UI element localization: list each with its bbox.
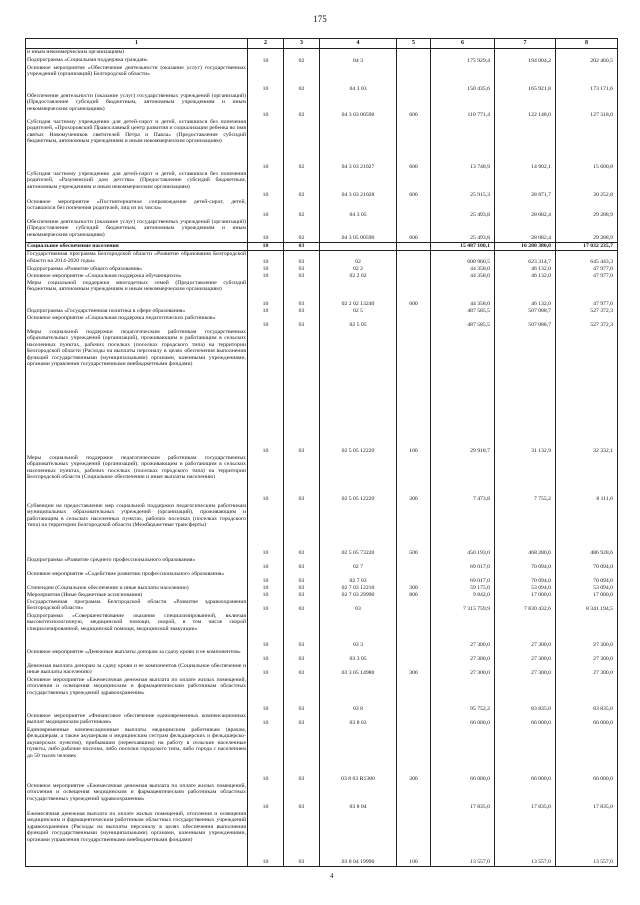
row-name-cell: Социальное обеспечение населения [26,243,248,251]
row-value-cell: 03 [284,613,320,649]
row-name-cell: Денежная выплата донорам за сдачу крови и ее компонентов (Социальное обеспечение и иные выплаты населению) [27,662,246,676]
row-value-cell: 28 082,4 [495,199,556,219]
table-row [26,613,618,649]
row-value-cell: 28 871,7 [495,171,556,199]
row-value-cell: 03 [284,557,320,571]
row-value-cell: 10 [248,585,284,592]
table-row [26,811,618,867]
row-value-cell: 600 960,5 [431,251,495,266]
row-value-cell: 03 [284,713,320,727]
row-value-cell: 29 288,9 [556,199,618,219]
row-value-cell: 25 915,3 [431,171,495,199]
row-value-cell: 03 3 05 14980 [320,663,397,677]
table-row [26,251,618,266]
row-name-cell: Подпрограмма «Развитие среднего профессионального образования» [26,557,248,571]
row-value-cell: 10 [248,280,284,308]
row-value-cell: 17 835,0 [556,783,618,811]
row-value-cell: 10 [248,65,284,93]
row-value-cell: 29 288,9 [556,219,618,243]
row-value-cell [397,315,431,329]
row-value-cell [397,613,431,649]
row-name-cell: Подпрограмма «Развитие общего образования» [26,266,248,273]
row-value-cell [397,713,431,727]
row-value-cell [397,57,431,65]
row-value-cell [397,783,431,811]
row-value-cell [397,677,431,713]
row-value-cell: 8 111,6 [556,455,618,503]
row-name-cell: Меры социальной поддержки педагогическим работникам государственных образовательных учреждений (организаций), проживающим и работающим в сельских населенных пунктах, рабочих поселках (поселках городского типа) на территории Белгородской области (Расходы на выплаты персоналу в целях обеспечения выполнения функций государственными (муниципальными) органами, казенными учреждениями, органами управления государственными внебюджетными фондами) [26,329,248,455]
row-value-cell: 66 000,0 [431,727,495,783]
row-value-cell: 02 [284,171,320,199]
row-value-cell [431,49,495,57]
row-value-cell: 59 175,0 [431,585,495,592]
table-row [26,199,618,219]
row-value-cell: 03 [284,649,320,663]
row-value-cell: 04 3 03 21027 [320,119,397,171]
row-value-cell: 17 000,0 [495,592,556,599]
table-row [26,783,618,811]
row-value-cell: 300 [397,455,431,503]
row-value-cell: 03 [284,315,320,329]
row-value-cell: 02 [284,119,320,171]
row-value-cell: 02 2 02 13240 [320,280,397,308]
row-value-cell: 10 [248,783,284,811]
row-value-cell: 53 094,0 [556,585,618,592]
row-value-cell: 10 [248,315,284,329]
row-name-cell: Основное мероприятие «Ежемесячная денежная выплата по оплате жилых помещений, отопления и освещения медицинским и фармацевтическим работникам областных государственных учреждений здравоохранения» [26,677,248,713]
row-name-cell: Основное мероприятие «Социальная поддержка педагогических работников» [26,315,248,329]
row-value-cell [397,599,431,613]
row-value-cell: 25 493,8 [431,199,495,219]
row-value-cell: 02 [284,57,320,65]
row-value-cell [284,49,320,57]
row-value-cell: 10 [248,266,284,273]
row-name-cell: Основное мероприятие «Социальная поддержка обучающихся» [26,273,248,280]
row-value-cell: 27 300,0 [495,663,556,677]
row-value-cell: 17 835,0 [431,783,495,811]
row-name-cell: Основное мероприятие «Содействие развитию профессионального образования» [26,571,248,585]
row-value-cell: 10 [248,455,284,503]
row-value-cell: 10 [248,273,284,280]
row-name-cell: Подпрограмма «Социальная поддержка граждан» [26,57,248,65]
row-value-cell: 03 [284,243,320,251]
row-value-cell: 29 918,7 [431,329,495,455]
row-value-cell: 02 7 03 12210 [320,585,397,592]
row-value-cell: 03 [320,599,397,613]
row-value-cell: 03 [284,811,320,867]
row-value-cell: 110 771,4 [431,93,495,119]
row-value-cell: 10 [248,219,284,243]
table-header-row [26,39,618,49]
row-value-cell: 10 [248,613,284,649]
column-header: 4 [320,39,397,49]
row-value-cell: 03 8 03 R1380 [320,727,397,783]
row-value-cell: 02 7 [320,557,397,571]
row-value-cell: 9 842,0 [431,592,495,599]
row-value-cell: 10 [248,599,284,613]
row-value-cell: 623 314,7 [495,251,556,266]
row-value-cell: 600 [397,93,431,119]
table-row [26,649,618,663]
row-value-cell: 10 [248,677,284,713]
row-value-cell: 487 585,5 [431,315,495,329]
table-row [26,585,618,592]
table-row [26,273,618,280]
row-value-cell [397,65,431,93]
column-header: 5 [397,39,431,49]
row-value-cell: 04 3 03 00590 [320,93,397,119]
row-value-cell: 10 [248,251,284,266]
row-name-cell: Субвенции на предоставление мер социальной поддержки педагогическим работникам муниципальных образовательных учреждений (организаций), проживающим и работающим в сельских населенных пунктах, рабочих поселках (поселках городского типа) на территории Белгородской области (Межбюджетные трансферты) [26,503,248,557]
row-value-cell: 7 830 432,6 [495,599,556,613]
row-value-cell: 27 300,0 [556,663,618,677]
row-value-cell: 27 300,0 [431,649,495,663]
table-row [26,119,618,171]
row-value-cell: 500 [397,503,431,557]
row-value-cell: 10 [248,811,284,867]
row-value-cell: 95 752,2 [431,677,495,713]
row-value-cell: 17 032 235,7 [556,243,618,251]
row-value-cell: 69 017,0 [431,557,495,571]
row-value-cell: 46 132,0 [495,273,556,280]
row-value-cell: 127 318,0 [556,93,618,119]
table-row [26,557,618,571]
row-value-cell: 03 [284,677,320,713]
table-row [26,315,618,329]
table-row [26,171,618,199]
row-value-cell: 03 [284,783,320,811]
row-value-cell: 202 460,5 [556,57,618,65]
row-value-cell: 02 7 03 [320,571,397,585]
row-value-cell: 04 3 03 21028 [320,171,397,199]
row-value-cell: 46 132,0 [495,266,556,273]
row-value-cell: 83 835,0 [495,677,556,713]
row-value-cell [320,243,397,251]
row-value-cell: 10 [248,329,284,455]
row-name-cell: Основное мероприятие «Денежные выплаты донорам за сдачу крови и ее компонентов» [26,649,248,663]
table-row [26,308,618,315]
table-row [26,243,618,251]
row-value-cell: 70 094,0 [495,557,556,571]
row-value-cell: 15 600,8 [556,119,618,171]
row-value-cell [397,571,431,585]
table-row [26,65,618,93]
table-row [26,592,618,599]
row-value-cell [248,49,284,57]
page-number: 175 [313,14,327,24]
row-value-cell: 03 3 [320,613,397,649]
table-row [26,280,618,308]
row-value-cell: 27 300,0 [556,649,618,663]
row-value-cell: 600 [397,119,431,171]
row-name-cell: Основное мероприятие «Постинтернатное сопровождение детей-сирот, детей, оставшихся без попечения родителей, лиц из их числа» [26,199,248,219]
row-value-cell: 04 3 05 [320,199,397,219]
row-value-cell: 03 [284,727,320,783]
row-value-cell: 527 372,3 [556,315,618,329]
row-value-cell: 10 [248,592,284,599]
row-value-cell: 03 [284,329,320,455]
row-value-cell: 03 [284,592,320,599]
row-value-cell [556,49,618,57]
row-value-cell: 600 [397,171,431,199]
row-value-cell: 800 [397,592,431,599]
row-value-cell: 15 487 100,1 [431,243,495,251]
row-value-cell: 150 435,6 [431,65,495,93]
row-value-cell: 70 094,0 [556,571,618,585]
row-value-cell: 03 [284,455,320,503]
column-header: 2 [248,39,284,49]
row-value-cell: 02 [320,251,397,266]
column-header: 1 [26,39,248,49]
row-value-cell: 83 835,0 [556,677,618,713]
row-value-cell: 7 755,2 [495,455,556,503]
row-value-cell: 44 358,0 [431,266,495,273]
row-name-cell: Государственная программа Белгородской области «Развитие образования Белгородской области на 2014-2020 годы» [27,251,246,264]
row-value-cell [397,251,431,266]
row-name-cell: Меры социальной поддержки многодетных семей (Предоставление субсидий бюджетным, автономным учреждениям и иным некоммерческим организациям) [26,280,248,308]
row-value-cell: 03 8 [320,677,397,713]
row-value-cell [397,273,431,280]
row-value-cell: 03 3 05 [320,649,397,663]
row-value-cell: 03 [284,308,320,315]
row-value-cell: 28 082,4 [495,219,556,243]
row-value-cell: 10 [248,727,284,783]
row-value-cell: 10 [248,308,284,315]
row-value-cell: 02 2 02 [320,273,397,280]
table-row [26,713,618,727]
row-value-cell: 13 557,0 [431,811,495,867]
row-value-cell: 02 7 03 29990 [320,592,397,599]
row-value-cell: 600 [397,219,431,243]
row-value-cell: 66 000,0 [556,727,618,783]
row-name-cell: и иным некоммерческим организациям) [26,49,248,57]
row-value-cell: 70 094,0 [556,557,618,571]
row-value-cell: 13 748,9 [431,119,495,171]
row-value-cell: 03 [284,571,320,585]
row-name-cell: Основное мероприятие «Обеспечение деятельности (оказание услуг) государственных учреждений (организаций) Белгородской области» [26,65,248,93]
row-name-cell: Обеспечение деятельности (оказание услуг) государственных учреждений (организаций) (Предоставление субсидий бюджетным, автономным учреждениям и иным некоммерческим организациям) [26,93,248,119]
row-value-cell: 10 [248,503,284,557]
table-row [26,219,618,243]
row-value-cell: 10 [248,243,284,251]
row-value-cell: 486 928,6 [556,503,618,557]
row-value-cell: 27 300,0 [431,613,495,649]
row-value-cell: 31 132,9 [495,329,556,455]
row-value-cell: 100 [397,811,431,867]
row-value-cell: 100 [397,329,431,455]
row-value-cell: 8 341 194,5 [556,599,618,613]
row-name-cell: Субсидия частному учреждению для детей-сирот и детей, оставшихся без попечения родителей, «Прохоровский Православный центр развития и социализации ребенка во имя святых Новомучеников святителей Петра и Павла» (Предоставление субсидий бюджетным, автономным учреждениям и иным некоммерческим организациям) [26,119,248,171]
row-value-cell: 47 977,0 [556,280,618,308]
row-value-cell: 02 5 05 12220 [320,329,397,455]
column-header: 6 [431,39,495,49]
row-value-cell: 04 3 03 [320,65,397,93]
row-value-cell: 300 [397,663,431,677]
row-value-cell: 03 [284,585,320,592]
table-row [26,455,618,503]
row-value-cell: 527 372,3 [556,308,618,315]
row-value-cell [320,49,397,57]
table-row [26,599,618,613]
row-value-cell: 47 977,0 [556,273,618,280]
row-value-cell: 44 358,0 [431,273,495,280]
table-row [26,49,618,57]
row-name-cell: Основное мероприятие «Ежемесячная денежная выплата по оплате жилых помещений, отопления и освещения медицинским и фармацевтическим работникам областных государственных учреждений здравоохранения» [26,783,248,811]
row-value-cell: 70 094,0 [495,571,556,585]
row-value-cell: 10 [248,713,284,727]
table-row [26,329,618,455]
row-value-cell: 27 300,0 [495,649,556,663]
row-value-cell: 507 088,7 [495,308,556,315]
table-row [26,266,618,273]
row-value-cell: 03 [284,273,320,280]
row-name-cell: Государственная программа Белгородской области «Развитие здравоохранения Белгородской области» [27,598,246,612]
table-row [26,503,618,557]
row-value-cell: 17 835,0 [495,783,556,811]
row-value-cell: 194 004,2 [495,57,556,65]
footnote-mark: 4 [330,872,334,880]
row-value-cell: 69 017,0 [431,571,495,585]
row-value-cell: 02 5 [320,308,397,315]
row-value-cell: 300 [397,585,431,592]
row-value-cell: 46 132,0 [495,280,556,308]
row-value-cell: 03 [284,280,320,308]
row-value-cell: 02 5 05 73220 [320,503,397,557]
row-value-cell: 10 [248,119,284,171]
row-value-cell: 7 473,8 [431,455,495,503]
row-value-cell: 27 300,0 [495,613,556,649]
row-value-cell: 165 921,8 [495,65,556,93]
row-value-cell: 468 280,6 [495,503,556,557]
column-header: 7 [495,39,556,49]
row-value-cell: 66 000,0 [495,727,556,783]
row-value-cell [397,199,431,219]
row-value-cell: 487 585,5 [431,308,495,315]
row-value-cell: 03 [284,503,320,557]
row-name-cell: Меры социальной поддержки педагогическим работникам государственных образовательных учреждений (организаций), проживающим и работающим в сельских населенных пунктах, рабочих поселках (поселках городского типа) на территории Белгородской области (Социальное обеспечение и иные выплаты населению) [26,455,248,503]
table-row [26,663,618,677]
row-value-cell: 02 5 05 12220 [320,455,397,503]
row-value-cell: 53 094,0 [495,585,556,592]
row-value-cell [397,266,431,273]
row-value-cell: 10 [248,93,284,119]
row-value-cell: 02 [284,93,320,119]
row-value-cell: 44 358,0 [431,280,495,308]
table-row [26,677,618,713]
row-value-cell [397,243,431,251]
row-value-cell [397,557,431,571]
row-value-cell: 600 [397,280,431,308]
column-header: 8 [556,39,618,49]
row-value-cell: 122 148,0 [495,93,556,119]
row-value-cell: 10 [248,557,284,571]
row-value-cell: 66 000,0 [556,713,618,727]
row-name-cell: Подпрограмма «Совершенствование оказания специализированной, включая высокотехнологичную, медицинской помощи, скорой, в том числе скорой специализированной, медицинской помощи, медицинской эвакуации» [26,613,248,649]
row-value-cell: 13 557,0 [556,811,618,867]
table-row [26,57,618,65]
row-value-cell: 02 [284,65,320,93]
row-value-cell: 17 000,0 [556,592,618,599]
row-name-cell: Ежемесячная денежная выплата по оплате жилых помещений, отопления и освещения медицинским и фармацевтическим работникам областных государственных учреждений здравоохранения (Расходы на выплаты персоналу в целях обеспечения выполнения функций государственными (муниципальными) органами, казенными учреждениями, органами управления государственными внебюджетными фондами) [26,811,248,867]
row-value-cell: 03 [284,266,320,273]
row-value-cell: 03 8 04 19990 [320,811,397,867]
row-value-cell: 03 [284,251,320,266]
row-value-cell: 02 2 [320,266,397,273]
table-row [26,93,618,119]
row-value-cell: 7 315 759,9 [431,599,495,613]
row-value-cell: 10 [248,571,284,585]
row-value-cell: 04 3 05 00590 [320,219,397,243]
row-value-cell: 02 [284,199,320,219]
row-value-cell: 66 000,0 [495,713,556,727]
table-body [26,49,618,867]
row-value-cell: 10 [248,199,284,219]
row-value-cell: 645 443,3 [556,251,618,266]
row-value-cell: 10 [248,171,284,199]
row-value-cell: 27 300,0 [556,613,618,649]
row-value-cell: 32 332,1 [556,329,618,455]
row-value-cell: 507 088,7 [495,315,556,329]
row-value-cell: 30 252,8 [556,171,618,199]
row-name-cell: Подпрограмма «Государственная политика в сфере образования» [26,308,248,315]
column-header: 3 [284,39,320,49]
row-value-cell: 16 280 380,0 [495,243,556,251]
row-value-cell: 66 000,0 [431,713,495,727]
row-value-cell: 450 193,0 [431,503,495,557]
row-name-cell: Обеспечение деятельности (оказание услуг) государственных учреждений (организаций) (Предоставление субсидий бюджетным, автономным учреждениям и иным некоммерческим организациям) [26,219,248,243]
row-value-cell [397,649,431,663]
row-value-cell: 14 902,1 [495,119,556,171]
row-value-cell: 300 [397,727,431,783]
row-value-cell: 03 [284,663,320,677]
row-name-cell: Единовременные компенсационные выплаты медицинским работникам (врачам, фельдшерам, а также акушеркам и медицинским сестрам фельдшерских и фельдшерско-акушерских пунктов), прибывшим (переехавшим) на работу в сельские населенные пункты, либо рабочие поселки, либо поселки городского типа, либо города с населением до 50 тысяч человек [26,727,248,783]
row-value-cell: 173 171,6 [556,65,618,93]
row-value-cell: 47 977,0 [556,266,618,273]
row-name-cell: Стипендии (Социальное обеспечение и иные выплаты населению) [26,585,248,592]
row-value-cell: 10 [248,57,284,65]
row-value-cell: 27 300,0 [431,663,495,677]
row-value-cell: 03 8 03 [320,713,397,727]
row-value-cell: 04 3 [320,57,397,65]
row-value-cell: 02 5 05 [320,315,397,329]
row-value-cell [397,308,431,315]
table-row [26,727,618,783]
row-name-cell: Основное мероприятие «Финансовое обеспечение единовременных компенсационных выплат медицинским работникам» [27,712,246,726]
row-value-cell: 03 8 04 [320,783,397,811]
budget-table [25,38,618,867]
row-value-cell: 175 929,4 [431,57,495,65]
row-value-cell: 10 [248,649,284,663]
row-value-cell [495,49,556,57]
table-row [26,571,618,585]
row-value-cell: 25 493,8 [431,219,495,243]
row-value-cell [397,49,431,57]
row-name-cell: Мероприятия (Иные бюджетные ассигнования) [26,592,248,599]
row-value-cell: 10 [248,663,284,677]
row-value-cell: 03 [284,599,320,613]
row-name-cell: Субсидия частному учреждению для детей-сирот и детей, оставшихся без попечения родителей, «Разуменский дом детства» (Предоставление субсидий бюджетным, автономным учреждениям и иным некоммерческим организациям) [26,171,248,199]
row-value-cell: 13 557,0 [495,811,556,867]
row-value-cell: 02 [284,219,320,243]
